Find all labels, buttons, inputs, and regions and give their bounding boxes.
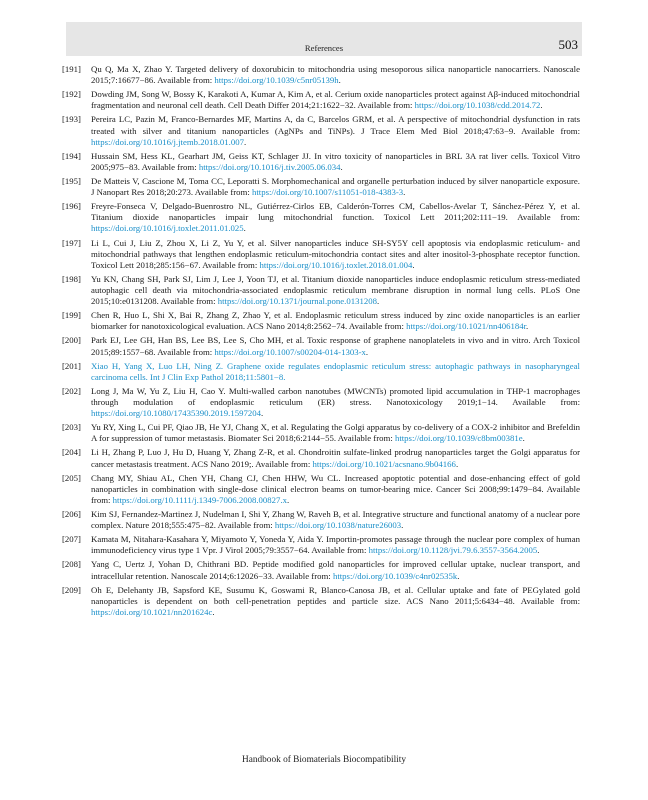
reference-tail: . bbox=[457, 570, 460, 581]
reference-number: [200] bbox=[62, 335, 81, 346]
reference-text: Kamata M, Nitahara-Kasahara Y, Miyamoto Y, Yoneda Y, Aida Y. Importin-promotes passage through the nuclear pore complex of human immunodeficiency virus type 1 Vpr. J Virol 2005;79:3557−64. Available from: bbox=[91, 534, 580, 556]
reference-number: [196] bbox=[62, 201, 81, 212]
reference-text: Kim SJ, Fernandez-Martinez J, Nudelman I, Shi Y, Zhang W, Raveh B, et al. Integrative structure and functional anatomy of a nuclear pore complex. Nature 2018;555:475−82. Available from: bbox=[91, 508, 580, 531]
reference-item bbox=[62, 237, 580, 271]
reference-number: [191] bbox=[62, 64, 81, 74]
reference-tail: . bbox=[340, 161, 343, 172]
reference-doi-link[interactable]: https://doi.org/10.1080/17435390.2019.1597204 bbox=[91, 408, 261, 419]
reference-item bbox=[62, 447, 580, 469]
reference-number: [201] bbox=[62, 360, 81, 371]
reference-text: Pereira LC, Pazin M, Franco-Bernardes MF, Martins A, da C, Barcelos GRM, et al. A perspective of mitochondrial dysfunction in rats treated with silver and titanium nanoparticles (AgNPs and TiNPs). J Trace Elem Med Biol 2018;47:63−9. Available from: bbox=[91, 114, 580, 136]
reference-tail: . bbox=[401, 520, 404, 531]
reference-doi-link[interactable]: https://doi.org/10.1371/journal.pone.0131208 bbox=[217, 296, 377, 307]
reference-text: Yang C, Uertz J, Yohan D, Chithrani BD. Peptide modified gold nanoparticles for improved cellular uptake, nuclear transport, and intracellular retention. Nanoscale 2014;6:12026−33. Available from: bbox=[91, 559, 580, 581]
reference-text: Li L, Cui J, Liu Z, Zhou X, Li Z, Yu Y, et al. Silver nanoparticles induce SH-SY5Y cell apoptosis via endoplasmic reticulum- and mitochondrial pathways that lengthen endoplasmic reticulum-mitochondria contact sites and alter inositol-3-phosphate receptor function. Toxicol Lett 2018;285:156−67. Available from: bbox=[91, 237, 580, 270]
reference-text: Oh E, Delehanty JB, Sapsford KE, Susumu K, Goswami R, Blanco-Canosa JB, et al. Cellular uptake and fate of PEGylated gold nanoparticles is dependent on both cell-penetration peptides and particle size. ACS Nano 2011;5:6434−48. Available from: bbox=[91, 584, 580, 606]
reference-item bbox=[62, 472, 580, 506]
reference-doi-link[interactable]: https://doi.org/10.1039/c8bm00381e bbox=[394, 433, 523, 444]
reference-number: [195] bbox=[62, 175, 81, 186]
reference-doi-link[interactable]: https://doi.org/10.1111/j.1349-7006.2008.00827.x bbox=[112, 494, 287, 505]
reference-item bbox=[62, 385, 580, 419]
reference-tail: . bbox=[260, 408, 264, 419]
reference-tail: . bbox=[243, 223, 246, 234]
reference-doi-link[interactable]: https://doi.org/10.1016/j.jtemb.2018.01.007 bbox=[91, 136, 244, 147]
reference-item bbox=[62, 273, 580, 307]
reference-doi-link[interactable]: https://doi.org/10.1007/s00204-014-1303-x bbox=[214, 346, 366, 357]
reference-item bbox=[62, 310, 580, 332]
reference-tail: . bbox=[455, 458, 459, 469]
reference-doi-link[interactable]: https://doi.org/10.1021/nn201624c bbox=[91, 606, 213, 617]
reference-tail: . bbox=[243, 136, 247, 147]
reference-text: Long J, Ma W, Yu Z, Liu H, Cao Y. Multi-walled carbon nanotubes (MWCNTs) promoted lipid accumulation in THP-1 macrophages through modulation of endoplasmic reticulum (ER) stress. Nanotoxicology 2019;1−14. Available from: bbox=[91, 385, 580, 408]
reference-number: [209] bbox=[62, 584, 81, 595]
reference-doi-link[interactable]: https://doi.org/10.1016/j.toxlet.2018.01.004 bbox=[259, 259, 413, 270]
reference-doi-link[interactable]: https://doi.org/10.1021/acsnano.9b04166 bbox=[312, 458, 456, 469]
reference-number: [194] bbox=[62, 150, 81, 161]
reference-tail: . bbox=[526, 321, 529, 332]
reference-item bbox=[62, 559, 580, 581]
reference-item bbox=[62, 422, 580, 444]
reference-number: [192] bbox=[62, 89, 81, 100]
reference-number: [199] bbox=[62, 310, 81, 321]
reference-item bbox=[62, 150, 580, 173]
reference-text: De Matteis V, Cascione M, Toma CC, Leporatti S. Morphomechanical and organelle perturbation induced by silver nanoparticle exposure. J Nanopart Res 2018;20:273. Available from: bbox=[91, 175, 580, 198]
reference-doi-link[interactable]: https://doi.org/10.1021/nn406184r bbox=[406, 321, 527, 332]
reference-number: [204] bbox=[62, 447, 81, 458]
reference-item bbox=[62, 175, 580, 198]
running-header-title: References bbox=[304, 43, 344, 53]
reference-text: Yu KN, Chang SH, Park SJ, Lim J, Lee J, Yoon TJ, et al. Titanium dioxide nanoparticles induce endoplasmic reticulum stress-mediated autophagic cell death via mitochondria-associated endoplasmic reticulum membrane disruption in normal lung cells. PLoS One 2015;10:e0131208. Available from: bbox=[91, 273, 580, 307]
reference-text: Dowding JM, Song W, Bossy K, Karakoti A, Kumar A, Kim A, et al. Cerium oxide nanoparticles protect against Aβ-induced mitochondrial fragmentation and neuronal cell death. Cell Death Differ 2014;21:1622−32. Available from: bbox=[91, 89, 580, 111]
reference-item bbox=[62, 114, 580, 147]
reference-number: [193] bbox=[62, 114, 81, 125]
reference-tail: . bbox=[287, 494, 290, 505]
reference-text: Chen R, Huo L, Shi X, Bai R, Zhang Z, Zhao Y, et al. Endoplasmic reticulum stress induced by zinc oxide nanoparticles is an earlier biomarker for nanotoxicological evaluation. ACS Nano 2014;8:2562−74. Available from: bbox=[91, 310, 580, 332]
reference-list bbox=[62, 64, 580, 621]
reference-item bbox=[62, 360, 580, 383]
reference-doi-link[interactable]: https://doi.org/10.1039/c4nr02535k bbox=[332, 570, 458, 581]
reference-text: Li H, Zhang P, Luo J, Hu D, Huang Y, Zhang Z-R, et al. Chondroitin sulfate-linked prodrug nanoparticles target the Golgi apparatus for cancer metastasis treatment. ACS Nano 2019;. Available from: bbox=[91, 447, 580, 469]
reference-number: [205] bbox=[62, 472, 81, 483]
reference-tail: . bbox=[522, 433, 525, 444]
reference-number: [207] bbox=[62, 534, 81, 545]
reference-doi-link[interactable]: https://doi.org/10.1039/c5nr05139h bbox=[214, 75, 339, 86]
reference-doi-link[interactable]: https://doi.org/10.1128/jvi.79.6.3557-3564.2005 bbox=[368, 545, 538, 556]
reference-text: Park EJ, Lee GH, Han BS, Lee BS, Lee S, Cho MH, et al. Toxic response of graphene nanoplatelets in vivo and in vitro. Arch Toxicol 2015;89:1557−68. Available from: bbox=[91, 335, 580, 357]
reference-text: Freyre-Fonseca V, Delgado-Buenrostro NL, Gutiérrez-Cirlos EB, Calderón-Torres CM, Cabellos-Avelar T, Sánchez-Pérez Y, et al. Titanium dioxide nanoparticles impair lung mitochondrial function. Toxicol Lett 2011;202:111−19. Available from: bbox=[91, 201, 580, 223]
reference-tail: . bbox=[540, 100, 543, 111]
reference-tail: . bbox=[338, 75, 341, 86]
reference-doi-link[interactable]: https://doi.org/10.1038/nature26003 bbox=[274, 520, 402, 531]
reference-number: [202] bbox=[62, 385, 81, 396]
reference-number: [198] bbox=[62, 273, 81, 284]
reference-doi-link[interactable]: https://doi.org/10.1038/cdd.2014.72 bbox=[414, 100, 541, 111]
running-header bbox=[66, 22, 582, 56]
reference-tail: . bbox=[365, 346, 369, 357]
reference-tail: . bbox=[376, 296, 380, 307]
reference-doi-link[interactable]: https://doi.org/10.1007/s11051-018-4383-3 bbox=[251, 187, 404, 198]
reference-item bbox=[62, 335, 580, 357]
running-footer: Handbook of Biomaterials Biocompatibility bbox=[242, 755, 406, 765]
reference-item bbox=[62, 508, 580, 531]
reference-item bbox=[62, 201, 580, 234]
reference-tail: . bbox=[403, 187, 406, 198]
reference-item bbox=[62, 584, 580, 618]
reference-tail: . bbox=[537, 545, 540, 556]
reference-text: Hussain SM, Hess KL, Gearhart JM, Geiss KT, Schlager JJ. In vitro toxicity of nanoparticles in BRL 3A rat liver cells. Toxicol Vitro 2005;975−83. Available from: bbox=[91, 150, 580, 172]
page-number: 503 bbox=[558, 37, 578, 52]
reference-tail: . bbox=[412, 259, 415, 270]
reference-text: Chang MY, Shiau AL, Chen YH, Chang CJ, Chen HHW, Wu CL. Increased apoptotic potential and dose-enhancing effect of gold nanoparticles in combination with single-dose clinical electron beams on tumor-bearing mice. Cancer Sci 2008;99:1479−84. Available from: bbox=[91, 472, 580, 505]
reference-doi-link[interactable]: https://doi.org/10.1016/j.tiv.2005.06.034 bbox=[198, 161, 341, 172]
reference-item bbox=[62, 534, 580, 556]
reference-number: [206] bbox=[62, 508, 81, 519]
reference-number: [203] bbox=[62, 422, 81, 433]
reference-doi-link[interactable]: https://doi.org/10.1016/j.toxlet.2011.01.025 bbox=[91, 223, 244, 234]
reference-text: Yu RY, Xing L, Cui PF, Qiao JB, He YJ, Chang X, et al. Regulating the Golgi apparatus by co-delivery of a COX-2 inhibitor and Brefeldin A for suppression of tumor metastasis. Biomater Sci 2018;6:2144−55. Available from: bbox=[91, 422, 580, 444]
reference-item bbox=[62, 89, 580, 111]
reference-tail: . bbox=[212, 606, 215, 617]
reference-item bbox=[62, 64, 580, 86]
reference-number: [208] bbox=[62, 559, 81, 570]
reference-text: Qu Q, Ma X, Zhao Y. Targeted delivery of doxorubicin to mitochondria using mesoporous silica nanoparticle nanocarriers. Nanoscale 2015;7:16677−86. Available from: bbox=[91, 64, 580, 86]
reference-doi-link[interactable]: Xiao H, Yang X, Luo LH, Ning Z. Graphene oxide regulates endoplasmic reticulum stress: autophagic pathways in nasopharyngeal carcinoma cells. Int J Clin Exp Pathol 2018;11:5801−8. bbox=[91, 360, 580, 382]
reference-number: [197] bbox=[62, 237, 81, 248]
